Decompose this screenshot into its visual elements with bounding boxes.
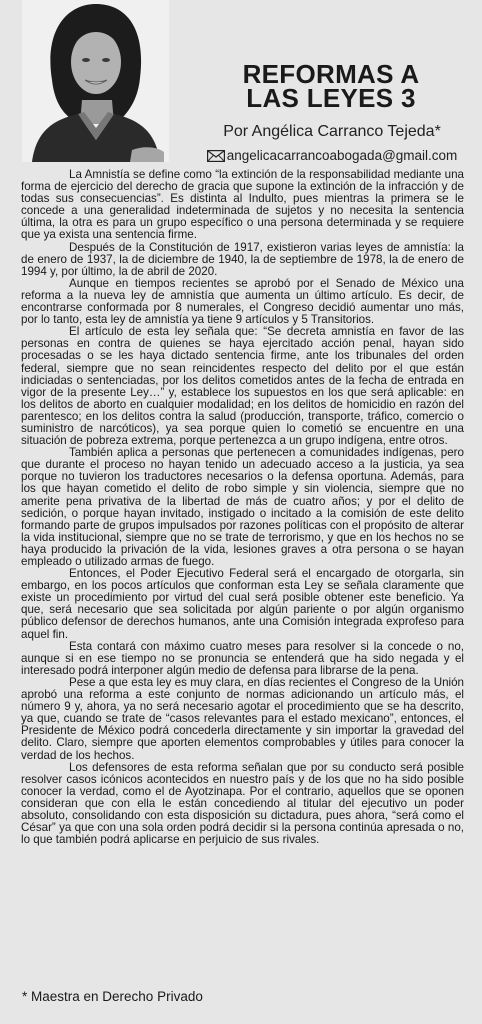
paragraph: Después de la Constitución de 1917, existieron varias leyes de amnistía: la de enero de 1937, la de diciembre de 1940, la de septiembre de 1978, la de enero de 1994 y, por último, la de abril de 2020.	[21, 240, 464, 278]
title-line-1: REFORMAS A	[242, 59, 420, 89]
column-title	[190, 59, 472, 113]
author-photo	[22, 0, 169, 162]
author-portrait-icon	[22, 0, 169, 162]
envelope-icon	[207, 150, 225, 166]
paragraph: Aunque en tiempos recientes se aprobó por el Senado de México una reforma a la nueva ley de amnistía que aumenta un último artículo. Es decir, de encontrarse conformada por 8 numerales, el Congreso decidió aumentar uno más, por lo tanto, esta ley de amnistía ya tiene 9 artículos y 5 Transitorios.	[21, 276, 464, 327]
author-byline: Por Angélica Carranco Tejeda*	[223, 123, 441, 140]
title-line-2: LAS LEYES 3	[246, 83, 416, 113]
article-body	[21, 169, 464, 846]
paragraph: Pese a que esta ley es muy clara, en días recientes el Congreso de la Unión aprobó una reforma a este conjunto de normas adicionando un artículo más, el número 9 y, ahora, ya no será necesario agotar el procedimiento que se ha descrito, ya que, cuando se trate de “casos relevantes para el estado mexicano”, entonces, el Presidente de México podrá concederla directamente y sin importar la gravedad del delito. Claro, siempre que aporten elementos comprobables y útiles para conocer la verdad de los hechos.	[21, 675, 464, 762]
author-email[interactable]: angelicacarrancoabogada@gmail.com	[226, 148, 458, 163]
author-footnote: * Maestra en Derecho Privado	[22, 989, 203, 1004]
paragraph: Los defensores de esta reforma señalan que por su conducto será posible resolver casos icónicos acontecidos en nuestro país y de los que no ha sido posible conocer la verdad, como el de Ayotzinapa. Por el contrario, aquellos que se oponen consideran que con ella le están concediendo al titular del ejecutivo un poder absoluto, consolidando con esta disposición su dictadura, pues ahora, “será como el César” ya que con una sola orden podrá decidir si la persona continúa apresada o no, lo que también podrá aplicarse en perjuicio de sus rivales.	[21, 760, 464, 847]
paragraph: La Amnistía se define como “la extinción de la responsabilidad mediante una forma de ejercicio del derecho de gracia que supone la extinción de la infracción y de todas sus consecuencias”. Es distinta al Indulto, pues mientras la primera se le concede a una generalidad indeterminada de sujetos y no necesita la sentencia última, la otra es para un grupo específico o una persona determinada y se requiere que ya exista una sentencia firme.	[21, 168, 464, 242]
paragraph: El artículo de esta ley señala que: “Se decreta amnistía en favor de las personas en contra de quienes se haya ejercitado acción penal, hayan sido procesadas o se les haya dictado sentencia firme, ante los tribunales del orden federal, siempre que no sean reincidentes respecto del delito por el que están indiciadas o sentenciadas, por los delitos cometidos antes de la fecha de entrada en vigor de la presente Ley…” y, establece los supuestos en los que será aplicable: en los delitos de aborto en cualquier modalidad; en los delitos de homicidio en razón del parentesco; en los delitos contra la salud (producción, transporte, tráfico, comercio o suministro de narcóticos), ya sea porque quien lo cometió se encuentre en una situación de pobreza extrema, porque pertenezca a un grupo indígena, entre otros.	[21, 325, 464, 448]
paragraph: Esta contará con máximo cuatro meses para resolver si la concede o no, aunque si en ese tiempo no se pronuncia se entenderá que ha sido negada y el interesado podrá interponer algún medio de defensa para librarse de la pena.	[21, 639, 464, 677]
paragraph: También aplica a personas que pertenecen a comunidades indígenas, pero que durante el proceso no hayan tenido un adecuado acceso a la justicia, ya sea porque no tuvieron los traductores necesarios o la defensa oportuna. Además, para los que hayan cometido el delito de robo simple y sin violencia, siempre que no amerite pena privativa de la libertad de más de cuatro años; y por el delito de sedición, o porque hayan invitado, instigado o incitado a la comisión de este delito formando parte de grupos impulsados por razones políticas con el propósito de alterar la vida institucional, siempre que no se trate de terrorismo, y que en los hechos no se haya producido la privación de la vida, lesiones graves a otra persona o se hayan empleado o utilizado armas de fuego.	[21, 446, 464, 568]
author-email-row	[190, 148, 474, 166]
paragraph: Entonces, el Poder Ejecutivo Federal será el encargado de otorgarla, sin embargo, en los pocos artículos que conforman esta Ley se señala claramente que existe un procedimiento por virtud del cual será posible obtener este beneficio. Ya que, será necesario que sea solicitada por algún pariente o por algún organismo público defensor de derechos humanos, ante una Comisión integrada exprofeso para aquel fin.	[21, 567, 464, 641]
